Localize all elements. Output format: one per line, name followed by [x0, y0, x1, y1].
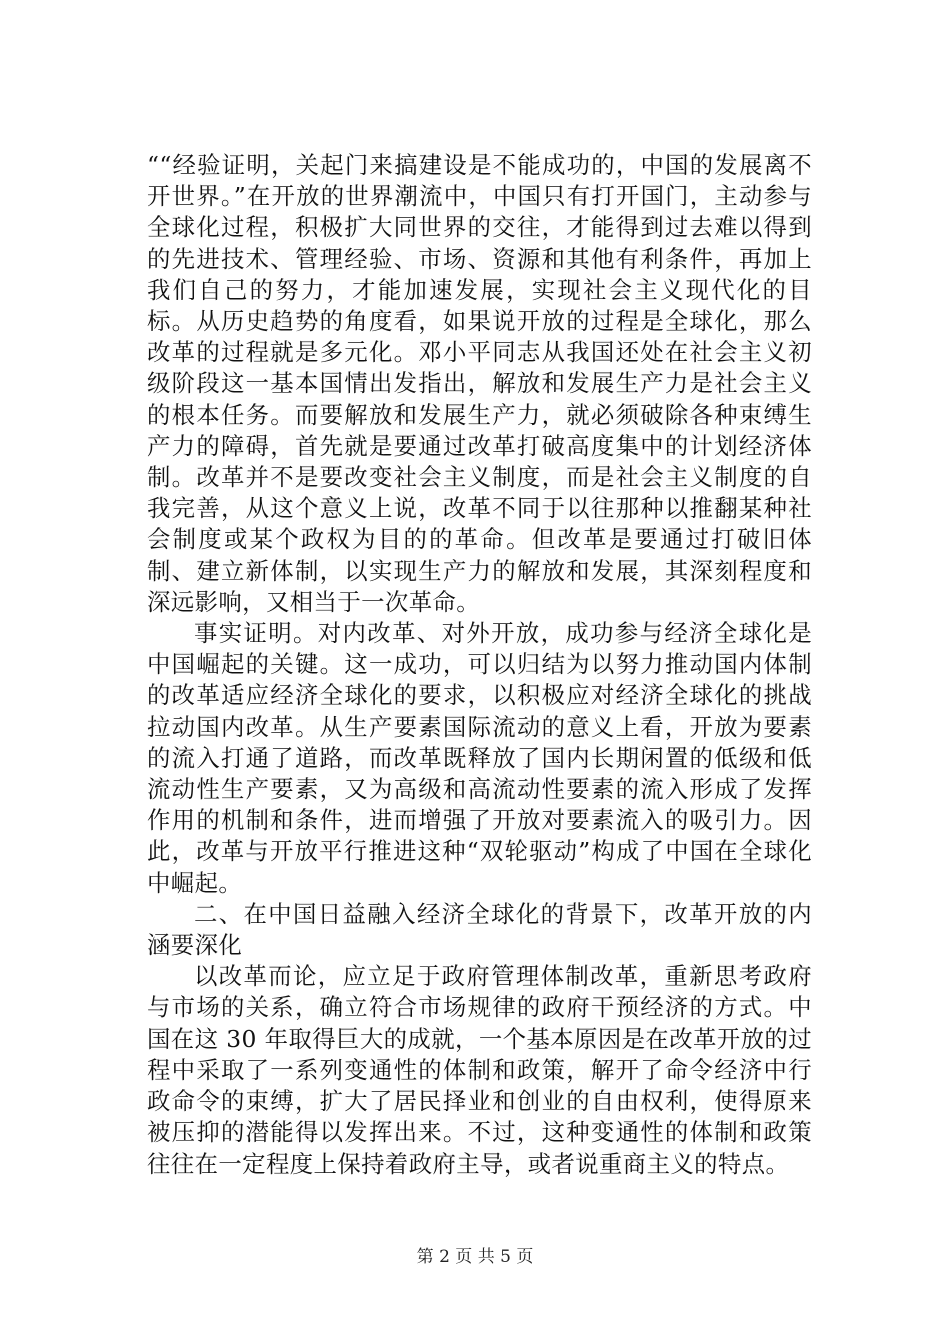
paragraph-1: ““经验证明，关起门来搞建设是不能成功的，中国的发展离不开世界。”在开放的世界潮流中，中国只有打开国门，主动参与全球化过程，积极扩大同世界的交往，才能得到过去难以得到的先进技术、管理经验、市场、资源和其他有利条件，再加上我们自己的努力，才能加速发展，实现社会主义现代化的目标。从历史趋势的角度看，如果说开放的过程是全球化，那么改革的过程就是多元化。邓小平同志从我国还处在社会主义初级阶段这一基本国情出发指出，解放和发展生产力是社会主义的根本任务。而要解放和发展生产力，就必须破除各种束缚生产力的障碍，首先就是要通过改革打破高度集中的计划经济体制。改革并不是要改变社会主义制度，而是社会主义制度的自我完善，从这个意义上说，改革不同于以往那种以推翻某种社会制度或某个政权为目的的革命。但改革是要通过打破旧体制、建立新体制，以实现生产力的解放和发展，其深刻程度和深远影响，又相当于一次革命。: [147, 151, 812, 616]
paragraph-3: 以改革而论，应立足于政府管理体制改革，重新思考政府与市场的关系，确立符合市场规律的政府干预经济的方式。中国在这 30 年取得巨大的成就，一个基本原因是在改革开放的过程中采取了一系列变通性的体制和政策，解开了命令经济中行政命令的束缚，扩大了居民择业和创业的自由权利，使得原来被压抑的潜能得以发挥出来。不过，这种变通性的体制和政策往往在一定程度上保持着政府主导，或者说重商主义的特点。: [147, 962, 812, 1178]
document-body: [147, 150, 812, 1180]
paragraph-2: 事实证明。对内改革、对外开放，成功参与经济全球化是中国崛起的关键。这一成功，可以归结为以努力推动国内体制的改革适应经济全球化的要求，以积极应对经济全球化的挑战拉动国内改革。从生产要素国际流动的意义上看，开放为要素的流入打通了道路，而改革既释放了国内长期闲置的低级和低流动性生产要素，又为高级和高流动性要素的流入形成了发挥作用的机制和条件，进而增强了开放对要素流入的吸引力。因此，改革与开放平行推进这种“双轮驱动”构成了中国在全球化中崛起。: [147, 619, 812, 897]
page-number-footer: 第 2 页 共 5 页: [416, 1247, 534, 1267]
section-heading: 二、在中国日益融入经济全球化的背景下，改革开放的内涵要深化: [147, 899, 812, 960]
